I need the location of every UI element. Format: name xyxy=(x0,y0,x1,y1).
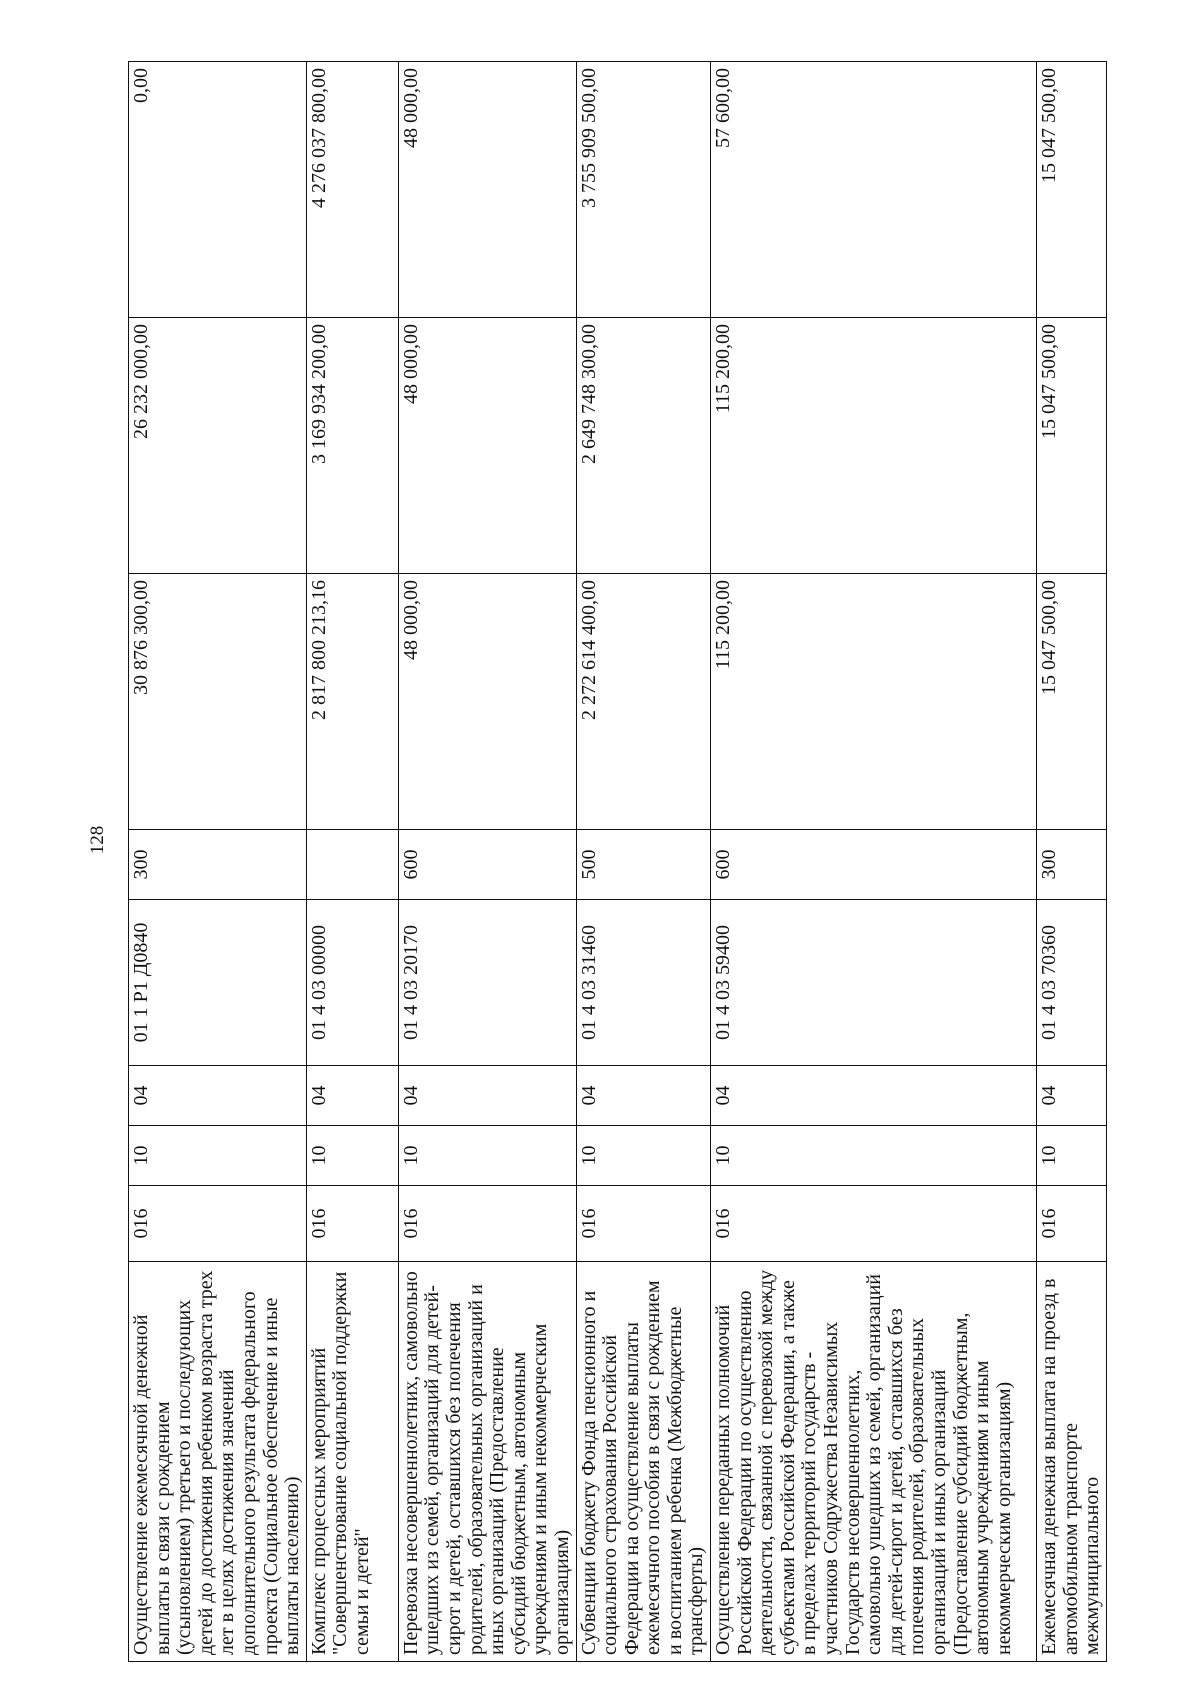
amount-year-1: 115 200,00 xyxy=(711,574,1037,830)
section-code: 10 xyxy=(398,1126,576,1186)
amount-year-3: 3 755 909 500,00 xyxy=(576,62,711,318)
amount-year-1: 2 272 614 400,00 xyxy=(576,574,711,830)
amount-year-3: 48 000,00 xyxy=(398,62,576,318)
target-article-code: 01 1 P1 Д0840 xyxy=(129,900,307,1066)
target-article-code: 01 4 03 70360 xyxy=(1037,900,1107,1066)
table-row xyxy=(398,62,576,1662)
expense-name: Перевозка несовершеннолетних, самовольно ушедших из семей, организаций для детей-сирот и детей, оставшихся без попечения родителей, образовательных организаций и иных организаций (Предоставление субсидий бюджетным, автономным учреждениям и иным некоммерческим организациям) xyxy=(398,1262,576,1662)
grbs-code: 016 xyxy=(1037,1186,1107,1262)
table-row xyxy=(306,62,398,1662)
expense-type-code: 300 xyxy=(1037,830,1107,900)
subsection-code: 04 xyxy=(576,1066,711,1126)
grbs-code: 016 xyxy=(576,1186,711,1262)
expense-name: Ежемесячная денежная выплата на проезд в автомобильном транспорте межмуниципального xyxy=(1037,1262,1107,1662)
target-article-code: 01 4 03 31460 xyxy=(576,900,711,1066)
section-code: 10 xyxy=(306,1126,398,1186)
budget-table xyxy=(128,61,1107,1662)
amount-year-2: 115 200,00 xyxy=(711,318,1037,574)
amount-year-2: 3 169 934 200,00 xyxy=(306,318,398,574)
amount-year-3: 0,00 xyxy=(129,62,307,318)
table-row xyxy=(576,62,711,1662)
subsection-code: 04 xyxy=(398,1066,576,1126)
amount-year-2: 26 232 000,00 xyxy=(129,318,307,574)
expense-name: Субвенции бюджету Фонда пенсионного и социального страхования Российской Федерации на осуществление выплаты ежемесячного пособия в связи с рождением и воспитанием ребенка (Межбюджетные трансферты) xyxy=(576,1262,711,1662)
amount-year-3: 15 047 500,00 xyxy=(1037,62,1107,318)
expense-type-code: 500 xyxy=(576,830,711,900)
grbs-code: 016 xyxy=(129,1186,307,1262)
section-code: 10 xyxy=(576,1126,711,1186)
expense-type-code: 600 xyxy=(711,830,1037,900)
expense-type-code: 300 xyxy=(129,830,307,900)
expense-type-code xyxy=(306,830,398,900)
subsection-code: 04 xyxy=(1037,1066,1107,1126)
subsection-code: 04 xyxy=(711,1066,1037,1126)
table-row xyxy=(1037,62,1107,1662)
amount-year-1: 48 000,00 xyxy=(398,574,576,830)
rotated-page-area xyxy=(128,62,1104,1662)
amount-year-2: 48 000,00 xyxy=(398,318,576,574)
target-article-code: 01 4 03 20170 xyxy=(398,900,576,1066)
budget-sheet xyxy=(128,62,1104,1662)
amount-year-1: 15 047 500,00 xyxy=(1037,574,1107,830)
page-number: 128 xyxy=(87,825,108,855)
target-article-code: 01 4 03 59400 xyxy=(711,900,1037,1066)
expense-type-code: 600 xyxy=(398,830,576,900)
table-row xyxy=(711,62,1037,1662)
section-code: 10 xyxy=(1037,1126,1107,1186)
grbs-code: 016 xyxy=(306,1186,398,1262)
target-article-code: 01 4 03 00000 xyxy=(306,900,398,1066)
amount-year-2: 2 649 748 300,00 xyxy=(576,318,711,574)
amount-year-3: 4 276 037 800,00 xyxy=(306,62,398,318)
grbs-code: 016 xyxy=(398,1186,576,1262)
section-code: 10 xyxy=(129,1126,307,1186)
subsection-code: 04 xyxy=(306,1066,398,1126)
subsection-code: 04 xyxy=(129,1066,307,1126)
amount-year-1: 30 876 300,00 xyxy=(129,574,307,830)
table-row xyxy=(129,62,307,1662)
amount-year-2: 15 047 500,00 xyxy=(1037,318,1107,574)
grbs-code: 016 xyxy=(711,1186,1037,1262)
amount-year-3: 57 600,00 xyxy=(711,62,1037,318)
expense-name: Осуществление переданных полномочий Российской Федерации по осуществлению деятельности, связанной с перевозкой между субъектами Российской Федерации, а также в пределах территорий государств - участников Содружества Независимых Государств несовершеннолетних, самовольно ушедших из семей, организаций для детей-сирот и детей, оставшихся без попечения родителей, образовательных организаций и иных организаций (Предоставление субсидий бюджетным, автономным учреждениям и иным некоммерческим организациям) xyxy=(711,1262,1037,1662)
expense-name: Осуществление ежемесячной денежной выплаты в связи с рождением (усыновлением) третьего и последующих детей до достижения ребенком возраста трех лет в целях достижения значений дополнительного результата федерального проекта (Социальное обеспечение и иные выплаты населению) xyxy=(129,1262,307,1662)
amount-year-1: 2 817 800 213,16 xyxy=(306,574,398,830)
section-code: 10 xyxy=(711,1126,1037,1186)
expense-name: Комплекс процессных мероприятий "Совершенствование социальной поддержки семьи и детей" xyxy=(306,1262,398,1662)
